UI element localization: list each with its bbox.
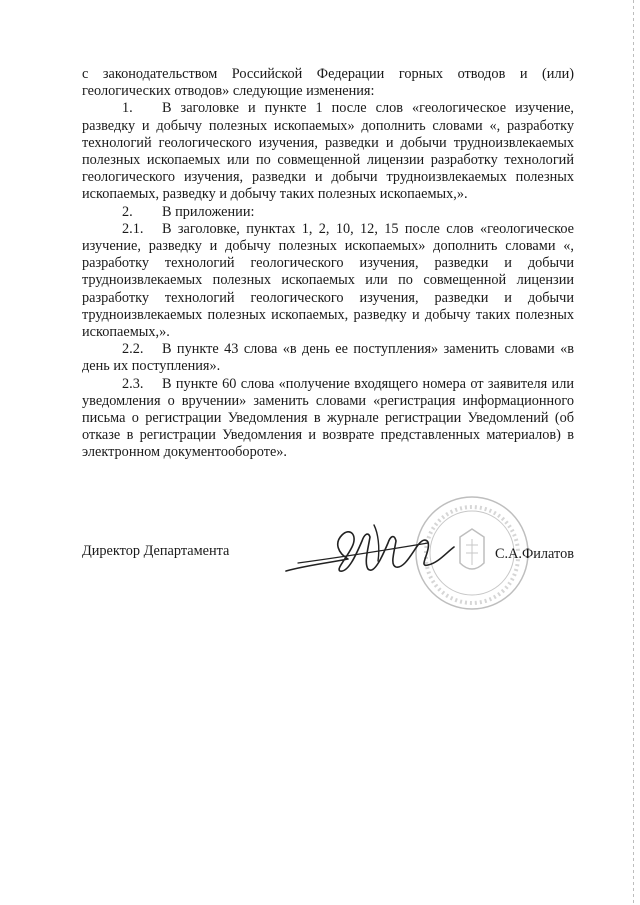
- handwritten-signature-image: [278, 513, 478, 583]
- paragraph-text: В пункте 60 слова «получение входящего номера от заявителя или уведомления о вручении» заменить словами «регистрация информационного письма о регистрации Уведомления в журнале регистрации Уведомлений (об отказе в регистрации Уведомления и возврате представленных материалов) в электронном документообороте».: [82, 375, 574, 461]
- paragraph-text: В заголовке и пункте 1 после слов «геологическое изучение, разведку и добычу полезных ископаемых» дополнить словами «, разработку технологий геологического изучения, разведки и добычи трудноизвлекаемых полезных ископаемых или по совмещенной лицензии разработку технологий геологического изучения, разведки и добычи трудноизвлекаемых полезных ископаемых, разведку и добычу таких полезных ископаемых,».: [82, 100, 574, 203]
- paragraph-text: В пункте 43 слова «в день ее поступления» заменить словами «в день их поступления».: [82, 341, 574, 375]
- paragraph-item-2: [82, 204, 574, 221]
- paragraph-item-2-2: [82, 341, 574, 375]
- item-number: 1.: [122, 100, 133, 117]
- paragraph-item-2-3: [82, 376, 574, 462]
- paragraph-intro: [82, 66, 574, 100]
- paragraph-item-2-1: [82, 221, 574, 341]
- paragraph-text: В приложении:: [162, 203, 255, 220]
- signature-block: [82, 535, 574, 585]
- item-number: 2.1.: [122, 220, 144, 237]
- signer-name: С.А.Филатов: [494, 546, 574, 562]
- item-number: 2.: [122, 203, 133, 220]
- item-number: 2.2.: [122, 341, 144, 358]
- item-number: 2.3.: [122, 375, 144, 392]
- paragraph-text: В заголовке, пунктах 1, 2, 10, 12, 15 после слов «геологическое изучение, разведку и добычу полезных ископаемых» дополнить словами «, разработку технологий геологического изучения, разведки и добычи трудноизвлекаемых полезных ископаемых или по совмещенной лицензии разработку технологий геологического изучения, разведки и добычи трудноизвлекаемых полезных ископаемых, разведку и добычу таких полезных ископаемых,».: [82, 220, 574, 341]
- paragraph-item-1: [82, 100, 574, 203]
- document-body: [82, 66, 574, 462]
- signer-title: Директор Департамента: [82, 543, 230, 559]
- paragraph-text: с законодательством Российской Федерации горных отводов и (или) геологических отводов» следующие изменения:: [82, 66, 574, 100]
- scan-edge-line: [633, 0, 634, 905]
